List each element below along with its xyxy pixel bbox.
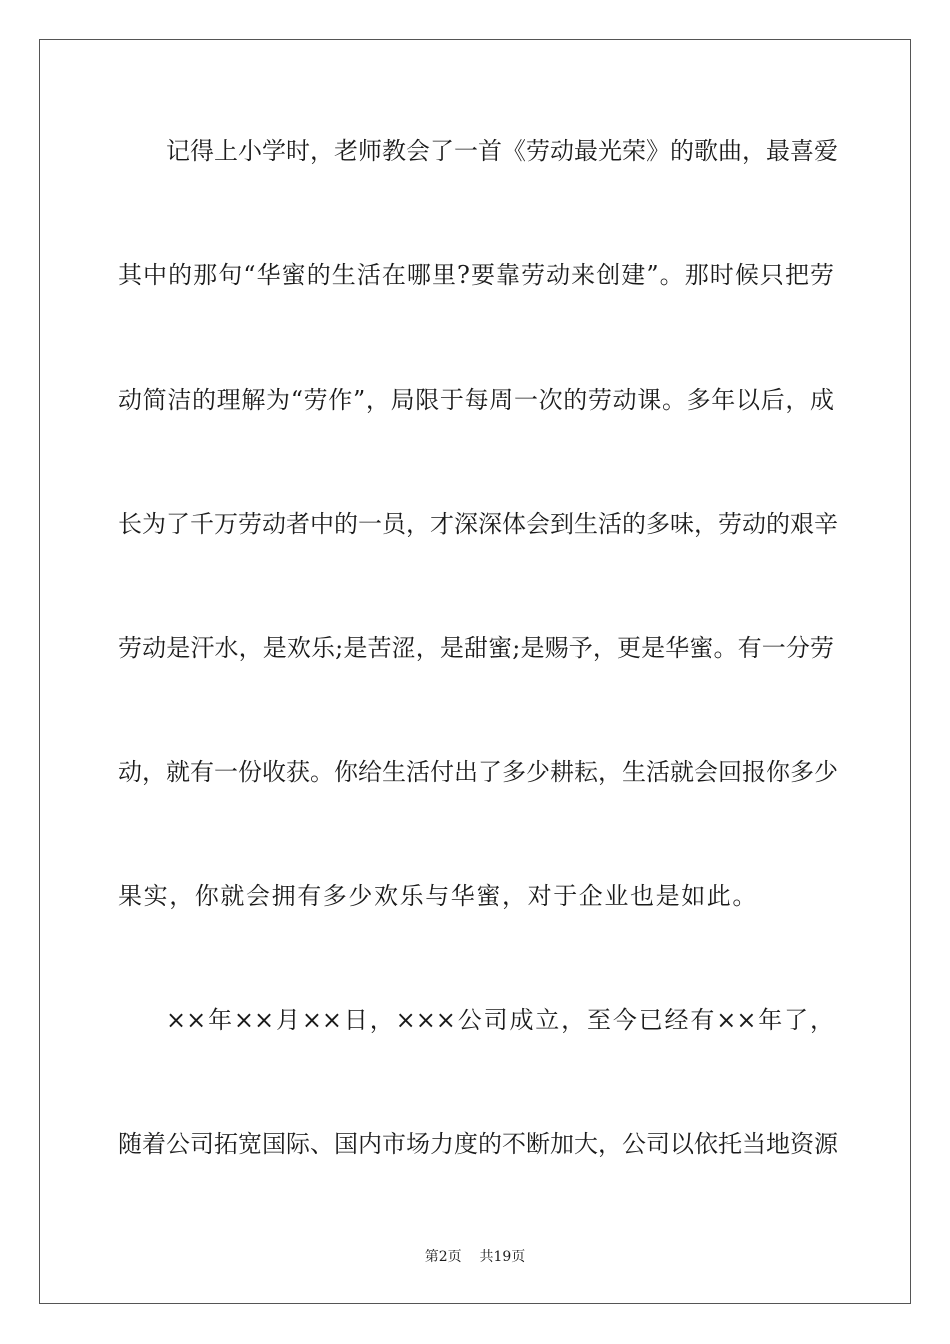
paragraph-1-line-3: 动简洁的理解为“劳作”，局限于每周一次的劳动课。多年以后，成 xyxy=(118,386,834,414)
page-footer xyxy=(0,1248,950,1266)
paragraph-1-line-6: 动，就有一份收获。你给生活付出了多少耕耘，生活就会回报你多少 xyxy=(118,758,838,786)
page-number: 第2页 xyxy=(424,1249,462,1265)
paragraph-2-line-2: 随着公司拓宽国际、国内市场力度的不断加大，公司以依托当地资源 xyxy=(118,1130,838,1158)
paragraph-1-line-5: 劳动是汗水，是欢乐;是苦涩，是甜蜜;是赐予，更是华蜜。有一分劳 xyxy=(118,634,834,662)
page-total: 共19页 xyxy=(479,1249,526,1265)
paragraph-1-line-4: 长为了千万劳动者中的一员，才深深体会到生活的多味，劳动的艰辛 xyxy=(118,510,838,538)
paragraph-2-line-1: ××年××月××日，×××公司成立，至今已经有××年了， xyxy=(166,1006,834,1034)
paragraph-1-line-2: 其中的那句“华蜜的生活在哪里?要靠劳动来创建”。那时候只把劳 xyxy=(118,261,834,289)
paragraph-1-line-7: 果实，你就会拥有多少欢乐与华蜜，对于企业也是如此。 xyxy=(118,882,758,910)
page-border xyxy=(39,39,911,1304)
paragraph-1-line-1: 记得上小学时，老师教会了一首《劳动最光荣》的歌曲，最喜爱 xyxy=(166,137,838,165)
